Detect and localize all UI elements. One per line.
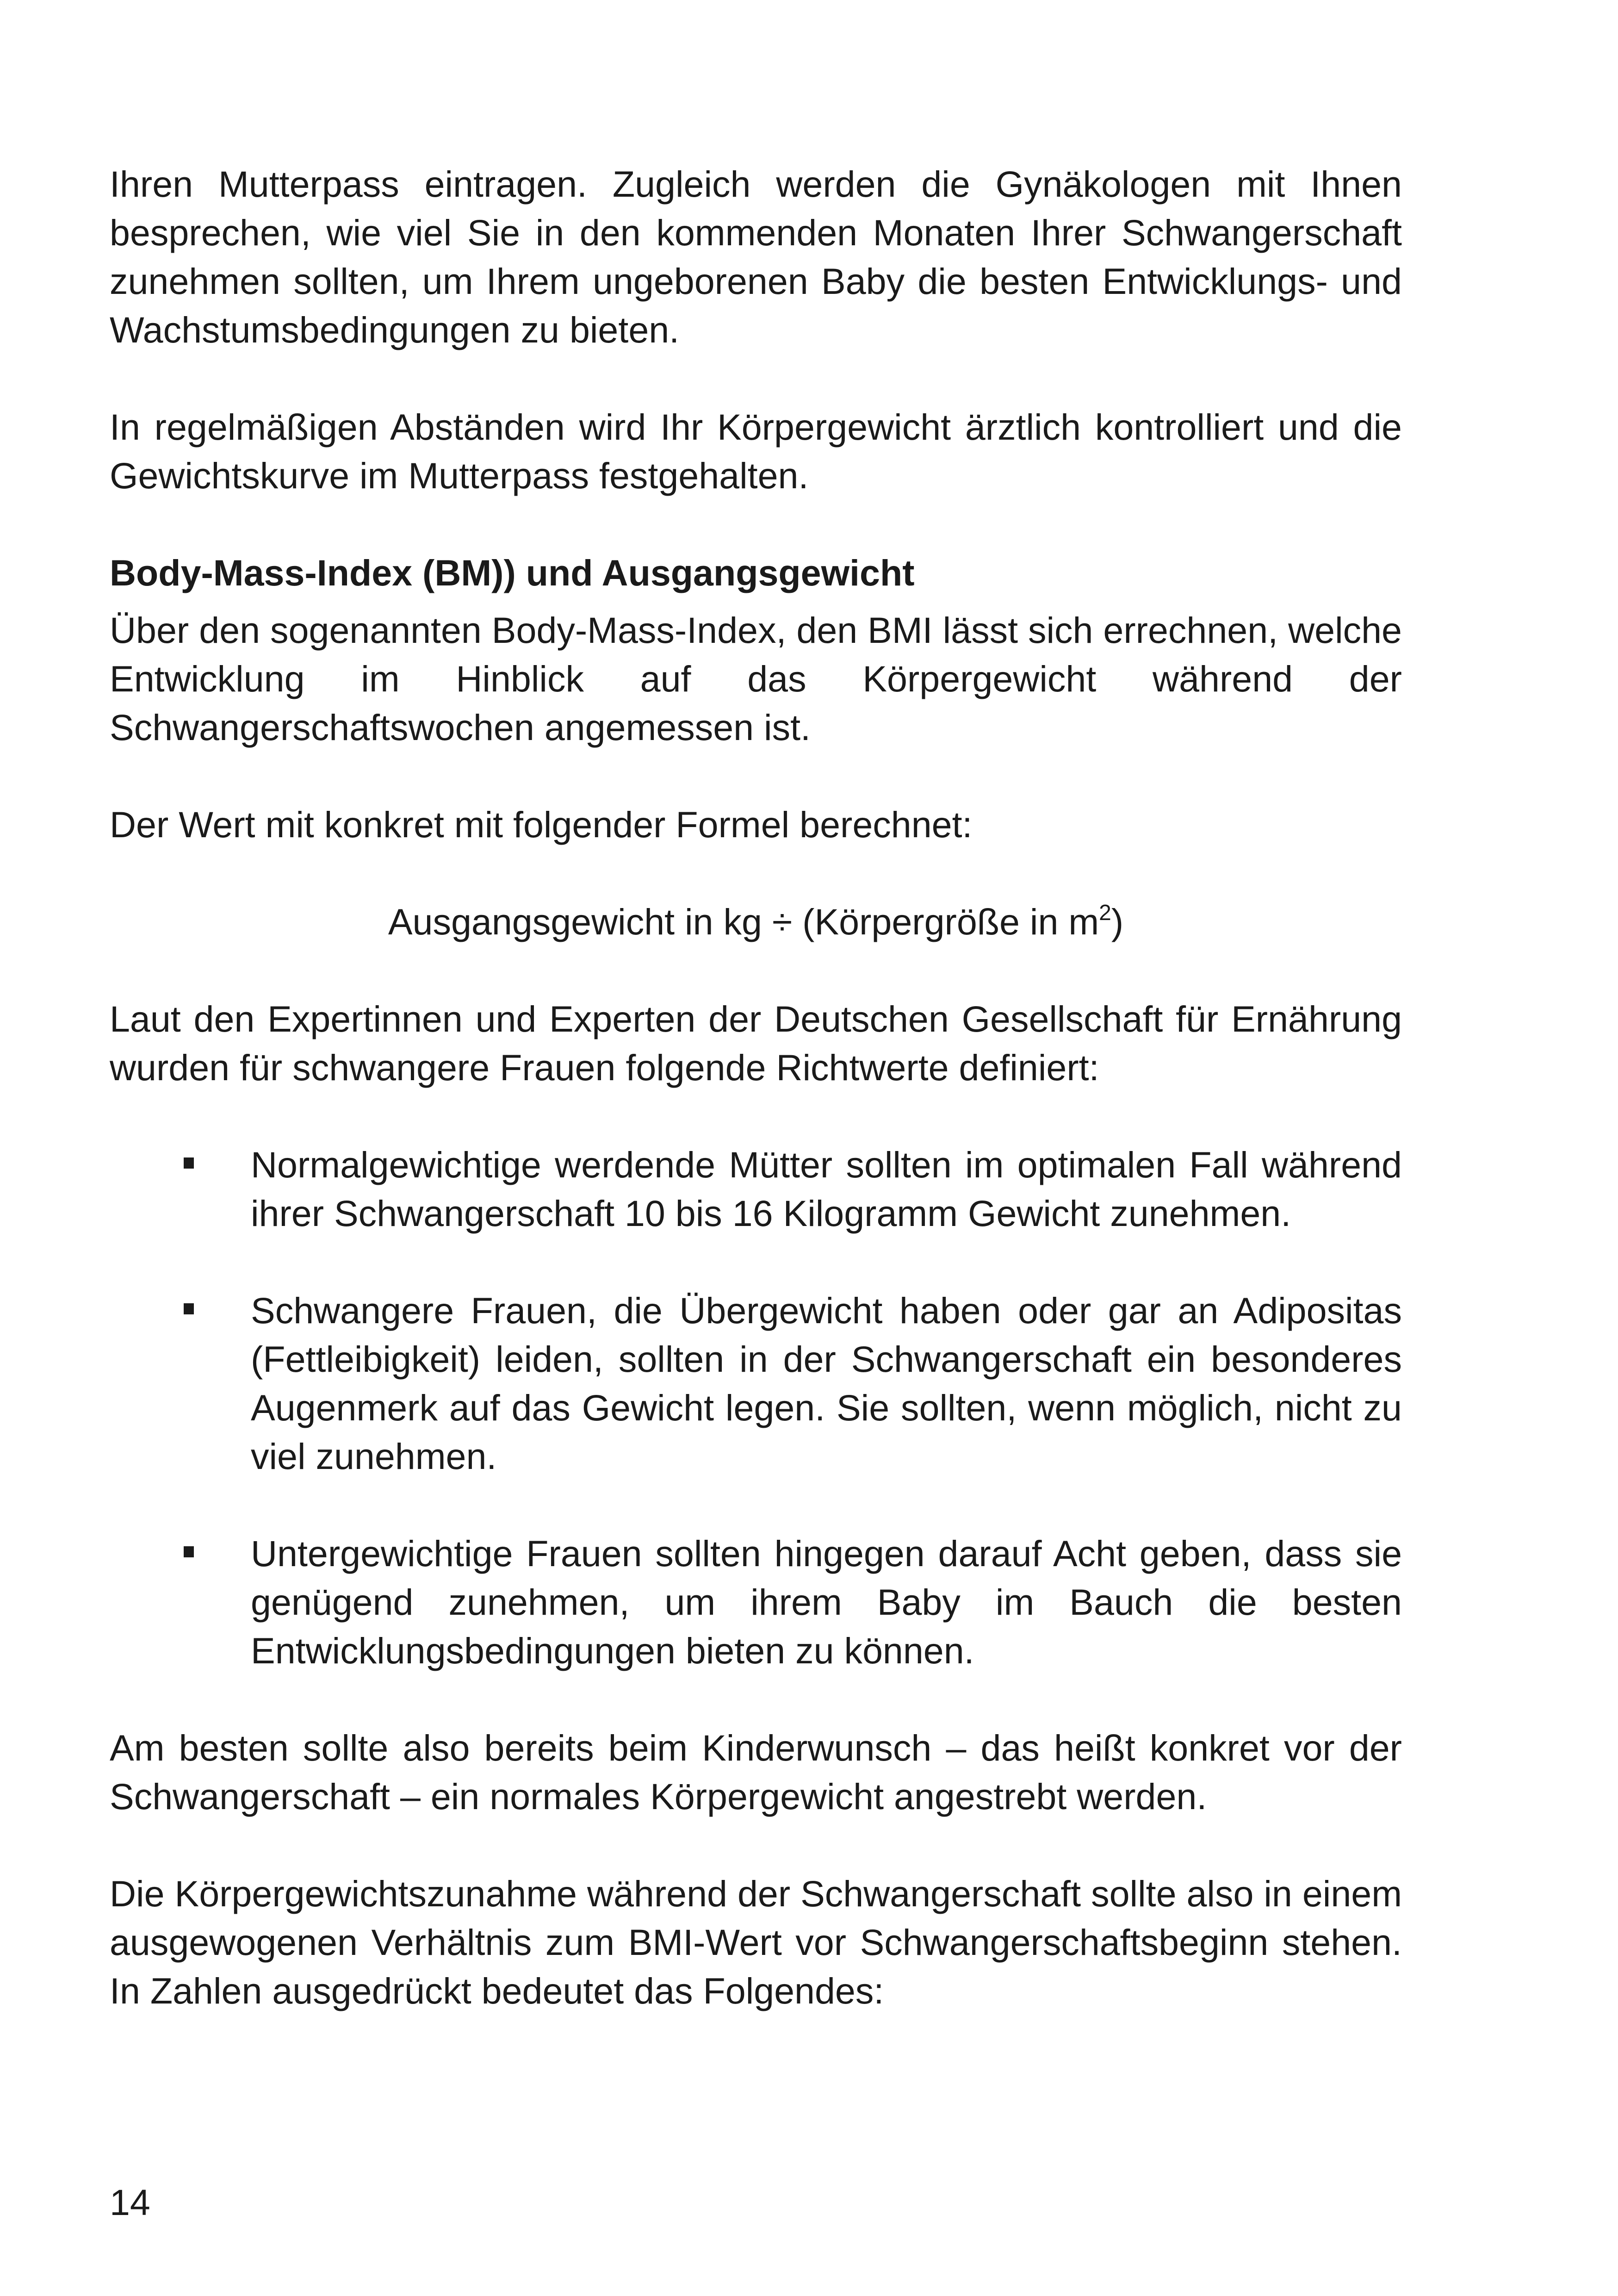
formula-text: Ausgangsgewicht in kg ÷ (Körpergröße in m xyxy=(388,901,1099,942)
list-item-text: Schwangere Frauen, die Übergewicht haben oder gar an Adipositas (Fettleibigkeit) leiden, sollten in der Schwangerschaft ein besonderes Augenmerk auf das Gewicht legen. Sie sollten, wenn möglich, nicht zu viel zunehmen. xyxy=(251,1290,1402,1477)
paragraph-bmi-intro: Über den sogenannten Body-Mass-Index, den BMI lässt sich errechnen, welche Entwicklung im Hinblick auf das Körpergewicht während der Schwangerschaftswochen angemessen ist. xyxy=(110,610,1402,748)
bmi-formula xyxy=(110,897,1402,946)
paragraph-kinderwunsch: Am besten sollte also bereits beim Kinderwunsch – das heißt konkret vor der Schwangerschaft – ein normales Körpergewicht angestrebt werden. xyxy=(110,1727,1402,1817)
square-bullet-icon xyxy=(184,1157,194,1169)
list-item xyxy=(110,1529,1402,1675)
guideline-list xyxy=(110,1140,1402,1675)
list-item-text: Untergewichtige Frauen sollten hingegen darauf Acht geben, dass sie genügend zunehmen, um ihrem Baby im Bauch die besten Entwicklungsbedingungen bieten zu können. xyxy=(251,1533,1402,1671)
page-body xyxy=(110,160,1402,2015)
square-bullet-icon xyxy=(184,1546,194,1557)
list-item xyxy=(110,1140,1402,1238)
list-item xyxy=(110,1286,1402,1481)
formula-close: ) xyxy=(1111,901,1124,942)
formula-superscript: 2 xyxy=(1099,900,1111,925)
section-heading: Body-Mass-Index (BM)) und Ausgangsgewicht xyxy=(110,552,915,593)
paragraph-weight-control: In regelmäßigen Abständen wird Ihr Körpergewicht ärztlich kontrolliert und die Gewichtskurve im Mutterpass festgehalten. xyxy=(110,406,1402,496)
paragraph-guidelines-intro: Laut den Expertinnen und Experten der Deutschen Gesellschaft für Ernährung wurden für schwangere Frauen folgende Richtwerte definiert: xyxy=(110,998,1402,1088)
page-number: 14 xyxy=(110,2182,150,2223)
square-bullet-icon xyxy=(184,1303,194,1314)
paragraph-mutterpass: Ihren Mutterpass eintragen. Zugleich werden die Gynäkologen mit Ihnen besprechen, wie viel Sie in den kommenden Monaten Ihrer Schwangerschaft zunehmen sollten, um Ihrem ungeborenen Baby die besten Entwicklungs- und Wachstumsbedingungen zu bieten. xyxy=(110,163,1402,350)
list-item-text: Normalgewichtige werdende Mütter sollten im optimalen Fall während ihrer Schwangerschaft 10 bis 16 Kilogramm Gewicht zunehmen. xyxy=(251,1144,1402,1234)
paragraph-weight-gain-ratio: Die Körpergewichtszunahme während der Schwangerschaft sollte also in einem ausgewogenen Verhältnis zum BMI-Wert vor Schwangerschaftsbeginn stehen. In Zahlen ausgedrückt bedeutet das Folgendes: xyxy=(110,1873,1402,2011)
paragraph-formula-intro: Der Wert mit konkret mit folgender Formel berechnet: xyxy=(110,804,973,845)
